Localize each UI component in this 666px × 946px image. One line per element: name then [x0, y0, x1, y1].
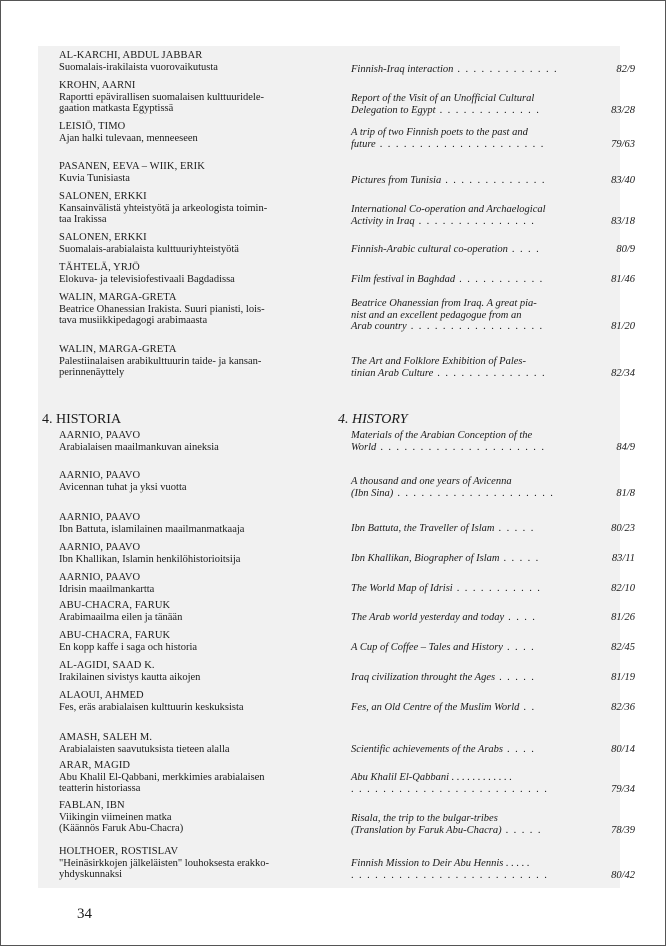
author-name: SALONEN, ERKKI: [59, 191, 147, 202]
finnish-title-line: yhdyskunnaksi: [59, 869, 122, 880]
finnish-title-line: Fes, eräs arabialaisen kulttuurin keskuksista: [59, 701, 244, 713]
leader-dots: . . . . . . . . . . . . . . . . . . . . . . . . .: [351, 869, 549, 881]
finnish-title-line: Viikingin viimeinen matka: [59, 811, 172, 823]
english-title-line: Film festival in Baghdad: [351, 274, 456, 285]
leader-dots: . . . .: [504, 612, 537, 623]
english-title-line: Finnish-Arabic cultural co-operation: [351, 244, 508, 255]
english-title-line: Arab country: [351, 321, 407, 332]
leader-dots: . . . . . . . . . . .: [455, 274, 544, 285]
leader-dots: . . . .: [507, 244, 541, 255]
finnish-citation: [59, 344, 307, 379]
leader-dots: . . . . . . . . . . . . . . . . . . . .: [393, 487, 555, 499]
author-name: PASANEN, EEVA – WIIK, ERIK: [59, 161, 205, 172]
author-name: ALAOUI, AHMED: [59, 690, 144, 701]
english-title: [351, 858, 565, 881]
section-heading-english: 4. HISTORY: [338, 412, 408, 427]
english-title: [351, 64, 565, 76]
english-title: [351, 356, 565, 379]
english-title-line: Pictures from Tunisia: [351, 175, 442, 186]
english-title-line: (Translation by Faruk Abu-Chacra): [351, 824, 502, 836]
section-heading-finnish: 4. HISTORIA: [42, 412, 122, 427]
english-title: [351, 93, 565, 116]
finnish-title-line: Kansainvälistä yhteistyötä ja arkeologista toimin-: [59, 202, 268, 214]
leader-dots: . . . . . . . . . . . . . .: [433, 367, 546, 379]
english-title: [351, 702, 565, 714]
finnish-title-line: Ibn Battuta, islamilainen maailmanmatkaaja: [59, 523, 245, 535]
english-title-line: (Ibn Sina): [351, 487, 394, 499]
english-title: [351, 583, 565, 595]
english-title-line: A Cup of Coffee – Tales and History: [351, 642, 503, 653]
finnish-title-line: Arabimaailma eilen ja tänään: [59, 611, 183, 623]
finnish-title-line: Kuvia Tunisiasta: [59, 172, 130, 184]
finnish-citation: [59, 572, 307, 595]
finnish-title-line: "Heinäsirkkojen jälkeläisten" louhoksesta erakko-: [59, 857, 270, 869]
issue-reference: 79/34: [611, 783, 635, 795]
finnish-citation: [59, 600, 307, 623]
issue-reference: 80/9: [616, 244, 635, 255]
english-title: [351, 274, 565, 286]
issue-reference: 81/20: [611, 321, 635, 332]
issue-reference: 83/11: [611, 553, 635, 564]
english-title-line: Iraq civilization throught the Ages: [351, 672, 496, 683]
finnish-title-line: tava musiikkipedagogi arabimaasta: [59, 315, 208, 326]
english-title: [351, 430, 565, 453]
issue-reference: 79/63: [611, 138, 635, 150]
issue-reference: 81/46: [611, 274, 635, 285]
finnish-title-line: Arabialaisen maailmankuvan aineksia: [59, 441, 219, 453]
finnish-title-line: Irakilainen sivistys kautta aikojen: [59, 671, 201, 683]
author-name: LEISIÖ, TIMO: [59, 121, 126, 132]
author-name: KROHN, AARNI: [59, 80, 136, 91]
english-title: [351, 244, 565, 256]
author-name: WALIN, MARGA-GRETA: [59, 344, 177, 355]
english-title: [351, 553, 565, 565]
leader-dots: . . . . .: [501, 824, 542, 836]
finnish-title-line: En kopp kaffe i saga och historia: [59, 641, 198, 653]
finnish-citation: [59, 800, 307, 835]
english-title: [351, 127, 565, 150]
finnish-title-line: perinnenäyttely: [59, 367, 125, 378]
author-name: ABU-CHACRA, FARUK: [59, 630, 171, 641]
leader-dots: . . . . . . . . . . . . . . . . . . . . .: [376, 441, 546, 453]
issue-reference: 83/28: [611, 104, 635, 116]
author-name: HOLTHOER, ROSTISLAV: [59, 846, 179, 857]
finnish-citation: [59, 760, 307, 795]
english-title-line: Abu Khalil El-Qabbani . . . . . . . . . . . .: [351, 772, 512, 783]
finnish-citation: [59, 191, 307, 226]
english-title-line: Materials of the Arabian Conception of the: [351, 430, 533, 441]
english-title: [351, 204, 565, 227]
finnish-citation: [59, 630, 307, 653]
leader-dots: . .: [519, 702, 536, 713]
english-title-line: Finnish Mission to Deir Abu Hennis . . . . .: [351, 858, 530, 869]
finnish-citation: [59, 80, 307, 115]
issue-reference: 81/26: [611, 612, 635, 623]
english-title: [351, 175, 565, 187]
finnish-citation: [59, 732, 307, 755]
english-title: [351, 772, 565, 795]
english-title-line: Scientific achievements of the Arabs: [351, 744, 504, 755]
author-name: FABLAN, IBN: [59, 800, 125, 811]
author-name: ARAR, MAGID: [59, 760, 131, 771]
english-title: [351, 744, 565, 756]
author-name: AARNIO, PAAVO: [59, 430, 141, 441]
leader-dots: . . . . . . . . . . . . . . .: [414, 215, 536, 227]
finnish-title-line: Abu Khalil El-Qabbani, merkkimies arabialaisen: [59, 771, 265, 783]
finnish-title-line: Arabialaisten saavutuksista tieteen alalla: [59, 743, 230, 755]
author-name: AL-KARCHI, ABDUL JABBAR: [59, 50, 203, 61]
english-title-line: Delegation to Egypt: [351, 104, 436, 116]
english-title-line: International Co-operation and Archaelogical: [351, 204, 546, 215]
author-name: AARNIO, PAAVO: [59, 572, 141, 583]
issue-reference: 82/36: [611, 702, 635, 713]
leader-dots: . . . . . . . . . . .: [452, 583, 542, 594]
leader-dots: . . . .: [502, 642, 536, 653]
english-title: [351, 672, 565, 684]
issue-reference: 82/9: [616, 64, 635, 75]
issue-reference: 83/18: [611, 215, 635, 227]
finnish-title-line: Avicennan tuhat ja yksi vuotta: [59, 481, 187, 493]
finnish-citation: [59, 262, 307, 285]
issue-reference: 81/8: [616, 487, 635, 499]
finnish-citation: [59, 542, 307, 565]
leader-dots: . . . . . . . . . . . . . . . . . . . . .: [375, 138, 545, 150]
author-name: AARNIO, PAAVO: [59, 542, 141, 553]
finnish-title-line: teatterin historiassa: [59, 783, 141, 794]
finnish-citation: [59, 846, 307, 881]
finnish-citation: [59, 470, 307, 493]
english-title-line: The World Map of Idrisi: [351, 583, 453, 594]
english-title-line: A thousand and one years of Avicenna: [351, 476, 512, 487]
author-name: AARNIO, PAAVO: [59, 470, 141, 481]
leader-dots: . . . .: [503, 744, 536, 755]
issue-reference: 80/42: [611, 869, 635, 881]
english-title-line: The Art and Folklore Exhibition of Pales-: [351, 356, 526, 367]
english-title-line: Ibn Khallikan, Biographer of Islam: [351, 553, 500, 564]
english-title-line: Risala, the trip to the bulgar-tribes: [351, 813, 498, 824]
english-title-line: A trip of two Finnish poets to the past and: [351, 127, 528, 138]
leader-dots: . . . . . . . . . . . . .: [441, 175, 546, 186]
english-title: [351, 523, 565, 535]
author-name: AMASH, SALEH M.: [59, 732, 153, 743]
english-title-line: World: [351, 441, 377, 453]
finnish-title-line: Suomalais-arabialaista kulttuuriyhteistyötä: [59, 243, 239, 255]
issue-reference: 83/40: [611, 175, 635, 186]
author-name: SALONEN, ERKKI: [59, 232, 147, 243]
leader-dots: . . . . . . . . . . . . .: [435, 104, 541, 116]
finnish-title-line: Beatrice Ohanessian Irakista. Suuri pianisti, lois-: [59, 303, 265, 315]
issue-reference: 82/45: [611, 642, 635, 653]
issue-reference: 82/10: [611, 583, 635, 594]
finnish-citation: [59, 50, 307, 73]
finnish-title-line: Raportti epävirallisen suomalaisen kulttuuridele-: [59, 91, 264, 103]
english-title: [351, 612, 565, 624]
finnish-title-line: (Käännös Faruk Abu-Chacra): [59, 823, 184, 834]
english-title-line: Finnish-Iraq interaction: [351, 64, 454, 75]
finnish-title-line: Suomalais-irakilaista vuorovaikutusta: [59, 61, 218, 73]
english-title: [351, 813, 565, 836]
english-title-line: Report of the Visit of an Unofficial Cultural: [351, 93, 535, 104]
author-name: ABU-CHACRA, FARUK: [59, 600, 171, 611]
english-title-line: tinian Arab Culture: [351, 367, 434, 379]
finnish-citation: [59, 512, 307, 535]
english-title-line: nist and an excellent pedagogue from an: [351, 309, 522, 321]
author-name: AL-AGIDI, SAAD K.: [59, 660, 155, 671]
english-title-line: future: [351, 138, 376, 150]
leader-dots: . . . . .: [494, 523, 535, 534]
finnish-title-line: Palestiinalaisen arabikulttuurin taide- ja kansan-: [59, 355, 262, 367]
leader-dots: . . . . . . . . . . . . . . . . . . . . . . . . .: [351, 783, 549, 795]
finnish-citation: [59, 690, 307, 713]
finnish-title-line: Elokuva- ja televisiofestivaali Bagdadissa: [59, 273, 235, 285]
issue-reference: 81/19: [611, 672, 635, 683]
english-title-line: Activity in Iraq: [351, 215, 415, 227]
issue-reference: 78/39: [611, 824, 635, 836]
english-title-line: Ibn Battuta, the Traveller of Islam: [351, 523, 495, 534]
finnish-title-line: gaation matkasta Egyptissä: [59, 103, 174, 114]
finnish-citation: [59, 430, 307, 453]
finnish-title-line: Idrisin maailmankartta: [59, 583, 155, 595]
english-title-line: The Arab world yesterday and today: [351, 612, 505, 623]
finnish-citation: [59, 161, 307, 184]
english-title: [351, 298, 565, 333]
finnish-citation: [59, 660, 307, 683]
leader-dots: . . . . . . . . . . . . .: [453, 64, 559, 75]
finnish-citation: [59, 121, 307, 144]
leader-dots: . . . . . . . . . . . . . . . . .: [406, 321, 544, 332]
author-name: WALIN, MARGA-GRETA: [59, 292, 177, 303]
leader-dots: . . . . .: [499, 553, 540, 564]
page-number: 34: [77, 906, 92, 922]
finnish-citation: [59, 232, 307, 255]
finnish-citation: [59, 292, 307, 327]
issue-reference: 80/23: [611, 523, 635, 534]
author-name: TÄHTELÄ, YRJÖ: [59, 262, 140, 273]
author-name: AARNIO, PAAVO: [59, 512, 141, 523]
issue-reference: 82/34: [611, 367, 635, 379]
english-title-line: Fes, an Old Centre of the Muslim World: [351, 702, 520, 713]
english-title: [351, 642, 565, 654]
finnish-title-line: Ibn Khallikan, Islamin henkilöhistorioitsija: [59, 553, 241, 565]
issue-reference: 80/14: [611, 744, 635, 755]
english-title: [351, 476, 565, 499]
english-title-line: Beatrice Ohanessian from Iraq. A great pia-: [351, 298, 537, 309]
finnish-title-line: Ajan halki tulevaan, menneeseen: [59, 132, 198, 144]
issue-reference: 84/9: [616, 441, 635, 453]
leader-dots: . . . . .: [495, 672, 536, 683]
finnish-title-line: taa Irakissa: [59, 214, 107, 225]
